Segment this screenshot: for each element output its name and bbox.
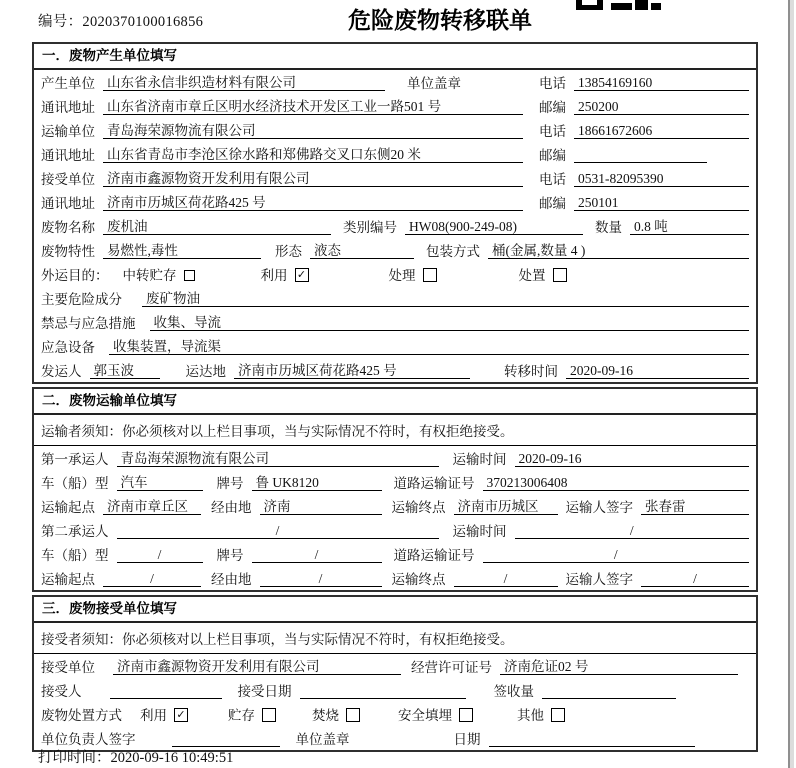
manifest-form bbox=[32, 42, 758, 752]
field-label: 接受单位 bbox=[41, 172, 95, 187]
route-end-value: 济南市历城区 bbox=[454, 499, 558, 515]
address-value: 济南市历城区荷花路425 号 bbox=[103, 195, 523, 211]
checkbox-label: 利用 bbox=[260, 268, 288, 283]
right-column bbox=[539, 195, 749, 211]
receiver-notice: 接受者须知：你必须核对以上栏目事项，当与实际情况不符时，有权拒绝接受。 bbox=[34, 623, 756, 654]
sign-value: 张春雷 bbox=[641, 499, 749, 515]
receiver-value: 济南市鑫源物资开发利用有限公司 bbox=[103, 171, 523, 187]
via-label: 经由地 bbox=[211, 500, 252, 515]
route-start-value: / bbox=[103, 571, 201, 587]
row-emergency-equipment bbox=[34, 334, 756, 358]
field-label: 通讯地址 bbox=[41, 100, 95, 115]
right-column bbox=[539, 75, 749, 91]
checkbox bbox=[346, 708, 360, 722]
disposal-option-burn bbox=[312, 708, 360, 723]
address-value: 山东省青岛市李沧区徐水路和郑佛路交叉口东侧20 米 bbox=[103, 147, 523, 163]
qr-block bbox=[582, 0, 597, 5]
received-qty-value bbox=[542, 684, 676, 699]
address-value: 山东省济南市章丘区明水经济技术开发区工业一路501 号 bbox=[103, 99, 523, 115]
print-time bbox=[38, 746, 233, 767]
accept-unit-value: 济南市鑫源物资开发利用有限公司 bbox=[113, 659, 401, 675]
page-edge-shade bbox=[790, 0, 794, 768]
section2-header: 二．废物运输单位填写 bbox=[34, 389, 756, 415]
row-receiver-address bbox=[34, 190, 756, 214]
traits-value: 易燃性,毒性 bbox=[103, 243, 261, 259]
accept-date-value bbox=[300, 684, 466, 699]
page-title: 危险废物转移联单 bbox=[348, 7, 532, 33]
disposal-option-use bbox=[140, 708, 188, 723]
row-receiver bbox=[34, 166, 756, 190]
destination-value: 济南市历城区荷花路425 号 bbox=[234, 363, 470, 379]
qr-block bbox=[651, 3, 661, 10]
row-acceptor bbox=[34, 678, 756, 702]
zip-value: 250200 bbox=[574, 99, 749, 115]
route-end-label: 运输终点 bbox=[391, 500, 446, 515]
road-cert-value: / bbox=[483, 547, 750, 563]
via-value: 济南 bbox=[260, 499, 382, 515]
row-emergency-measures bbox=[34, 310, 756, 334]
zip-label: 邮编 bbox=[539, 148, 566, 163]
field-label: 运输单位 bbox=[41, 124, 95, 139]
row-route-2 bbox=[34, 566, 756, 590]
row-first-carrier bbox=[34, 446, 756, 470]
zip-value bbox=[574, 148, 707, 163]
print-time-value: 2020-09-16 10:49:51 bbox=[110, 750, 234, 766]
purpose-option-storage bbox=[123, 268, 195, 283]
field-label: 应急设备 bbox=[41, 340, 95, 355]
accept-date-label: 接受日期 bbox=[237, 684, 292, 699]
field-label: 车（船）型 bbox=[41, 476, 109, 491]
quantity-label: 数量 bbox=[595, 220, 622, 235]
phone-value: 0531-82095390 bbox=[574, 171, 749, 187]
field-label: 通讯地址 bbox=[41, 196, 95, 211]
row-transfer-purpose bbox=[34, 262, 756, 286]
transfer-time-label: 转移时间 bbox=[504, 364, 558, 379]
field-label: 废物特性 bbox=[41, 244, 95, 259]
via-label: 经由地 bbox=[211, 572, 252, 587]
carrier-value: 青岛海荣源物流有限公司 bbox=[117, 451, 439, 467]
row-vehicle-2 bbox=[34, 542, 756, 566]
transporter-notice: 运输者须知：你必须核对以上栏目事项，当与实际情况不符时，有权拒绝接受。 bbox=[34, 415, 756, 446]
road-cert-label: 道路运输证号 bbox=[393, 476, 475, 491]
field-label: 通讯地址 bbox=[41, 148, 95, 163]
plate-value: 鲁 UK8120 bbox=[252, 475, 382, 491]
section1-header: 一．废物产生单位填写 bbox=[34, 44, 756, 70]
category-label: 类别编号 bbox=[343, 220, 397, 235]
phone-value: 18661672606 bbox=[574, 123, 749, 139]
waste-name-value: 废机油 bbox=[103, 219, 331, 235]
row-disposal-method bbox=[34, 702, 756, 726]
row-producer-address bbox=[34, 94, 756, 118]
checkbox bbox=[459, 708, 473, 722]
field-label: 接受单位 bbox=[41, 660, 95, 675]
serial-value: 2020370100016856 bbox=[82, 14, 204, 30]
row-second-carrier bbox=[34, 518, 756, 542]
category-value: HW08(900-249-08) bbox=[405, 219, 583, 235]
via-value: / bbox=[260, 571, 382, 587]
field-label: 运输起点 bbox=[41, 572, 95, 587]
row-producer bbox=[34, 70, 756, 94]
field-label: 发运人 bbox=[41, 364, 82, 379]
row-shipper bbox=[34, 358, 756, 382]
checkbox-checked: ✓ bbox=[174, 708, 188, 722]
checkbox-label: 中转贮存 bbox=[122, 268, 177, 283]
packing-label: 包装方式 bbox=[426, 244, 480, 259]
time-value: / bbox=[515, 523, 750, 539]
date-value bbox=[489, 732, 695, 747]
right-column bbox=[539, 148, 749, 163]
right-column bbox=[539, 99, 749, 115]
transporter-value: 青岛海荣源物流有限公司 bbox=[103, 123, 523, 139]
phone-label: 电话 bbox=[539, 124, 566, 139]
license-value: 济南危证02 号 bbox=[500, 659, 738, 675]
time-label: 运输时间 bbox=[452, 452, 507, 467]
right-column bbox=[539, 123, 749, 139]
disposal-option-store bbox=[228, 708, 276, 723]
shipper-value: 郭玉波 bbox=[90, 363, 160, 379]
sign-label: 运输人签字 bbox=[565, 500, 633, 515]
vehicle-type-value: 汽车 bbox=[117, 475, 203, 491]
road-cert-label: 道路运输证号 bbox=[393, 548, 475, 563]
vehicle-type-value: / bbox=[117, 547, 203, 563]
field-label: 运输起点 bbox=[41, 500, 95, 515]
signature-value bbox=[172, 732, 280, 747]
time-value: 2020-09-16 bbox=[515, 451, 750, 467]
row-waste-name bbox=[34, 214, 756, 238]
zip-label: 邮编 bbox=[539, 196, 566, 211]
equipment-value: 收集装置，导流渠 bbox=[109, 339, 749, 355]
carrier-value: / bbox=[117, 523, 439, 539]
purpose-option-use bbox=[261, 268, 309, 283]
hazard-value: 废矿物油 bbox=[142, 291, 749, 307]
checkbox-checked: ✓ bbox=[295, 268, 309, 282]
producer-value: 山东省永信非织造材料有限公司 bbox=[103, 75, 385, 91]
row-transporter bbox=[34, 118, 756, 142]
checkbox bbox=[423, 268, 437, 282]
field-label: 第二承运人 bbox=[41, 524, 109, 539]
purpose-option-treat bbox=[389, 268, 437, 283]
field-label: 废物处置方式 bbox=[41, 708, 122, 723]
plate-value: / bbox=[252, 547, 382, 563]
row-hazard-components bbox=[34, 286, 756, 310]
field-label: 单位负责人签字 bbox=[41, 732, 136, 747]
field-label: 废物名称 bbox=[41, 220, 95, 235]
time-label: 运输时间 bbox=[452, 524, 507, 539]
sign-label: 运输人签字 bbox=[565, 572, 633, 587]
checkbox-label: 利用 bbox=[140, 708, 167, 723]
acceptor-value bbox=[110, 684, 222, 699]
checkbox bbox=[184, 270, 195, 281]
plate-label: 牌号 bbox=[216, 548, 244, 563]
checkbox-label: 处理 bbox=[388, 268, 416, 283]
phone-label: 电话 bbox=[539, 76, 566, 91]
license-label: 经营许可证号 bbox=[411, 660, 492, 675]
measures-value: 收集、导流 bbox=[150, 315, 750, 331]
print-time-label: 打印时间： bbox=[38, 750, 111, 766]
row-route-1 bbox=[34, 494, 756, 518]
checkbox-label: 安全填埋 bbox=[398, 708, 452, 723]
field-label: 第一承运人 bbox=[41, 452, 109, 467]
checkbox-label: 贮存 bbox=[228, 708, 255, 723]
field-label: 禁忌与应急措施 bbox=[41, 316, 136, 331]
checkbox-label: 焚烧 bbox=[312, 708, 339, 723]
quantity-value: 0.8 吨 bbox=[630, 219, 749, 235]
zip-value: 250101 bbox=[574, 195, 749, 211]
zip-label: 邮编 bbox=[539, 100, 566, 115]
section-producer bbox=[32, 42, 758, 384]
checkbox-label: 其他 bbox=[517, 708, 544, 723]
form-label: 形态 bbox=[275, 244, 302, 259]
phone-value: 13854169160 bbox=[574, 75, 749, 91]
serial-number bbox=[38, 10, 203, 31]
route-end-value: / bbox=[454, 571, 558, 587]
row-waste-traits bbox=[34, 238, 756, 262]
row-vehicle-1 bbox=[34, 470, 756, 494]
checkbox bbox=[551, 708, 565, 722]
transfer-time-value: 2020-09-16 bbox=[566, 363, 749, 379]
packing-value: 桶(金属,数量 4 ) bbox=[488, 243, 749, 259]
phone-label: 电话 bbox=[539, 172, 566, 187]
section-transporter bbox=[32, 387, 758, 592]
field-label: 车（船）型 bbox=[41, 548, 109, 563]
qr-block bbox=[611, 3, 632, 10]
checkbox bbox=[262, 708, 276, 722]
unit-seal-label: 单位盖章 bbox=[295, 732, 350, 747]
field-label: 主要危险成分 bbox=[41, 292, 122, 307]
checkbox bbox=[553, 268, 567, 282]
serial-label: 编号： bbox=[38, 14, 83, 30]
form-value: 液态 bbox=[310, 243, 414, 259]
road-cert-value: 370213006408 bbox=[483, 475, 750, 491]
row-accept-unit bbox=[34, 654, 756, 678]
seal-label: 单位盖章 bbox=[407, 76, 461, 91]
route-end-label: 运输终点 bbox=[391, 572, 446, 587]
route-start-value: 济南市章丘区 bbox=[103, 499, 201, 515]
row-transporter-address bbox=[34, 142, 756, 166]
field-label: 产生单位 bbox=[41, 76, 95, 91]
sign-value: / bbox=[641, 571, 749, 587]
disposal-option-landfill bbox=[398, 708, 473, 723]
date-label: 日期 bbox=[453, 732, 481, 747]
checkbox-label: 处置 bbox=[518, 268, 546, 283]
section3-header: 三．废物接受单位填写 bbox=[34, 597, 756, 623]
qr-block bbox=[635, 0, 648, 10]
field-label: 接受人 bbox=[41, 684, 82, 699]
disposal-option-other bbox=[517, 708, 565, 723]
received-qty-label: 签收量 bbox=[493, 684, 534, 699]
purpose-option-dispose bbox=[519, 268, 567, 283]
destination-label: 运达地 bbox=[185, 364, 226, 379]
right-column bbox=[539, 171, 749, 187]
section-receiver bbox=[32, 595, 758, 752]
field-label: 外运目的： bbox=[41, 268, 109, 283]
plate-label: 牌号 bbox=[216, 476, 244, 491]
